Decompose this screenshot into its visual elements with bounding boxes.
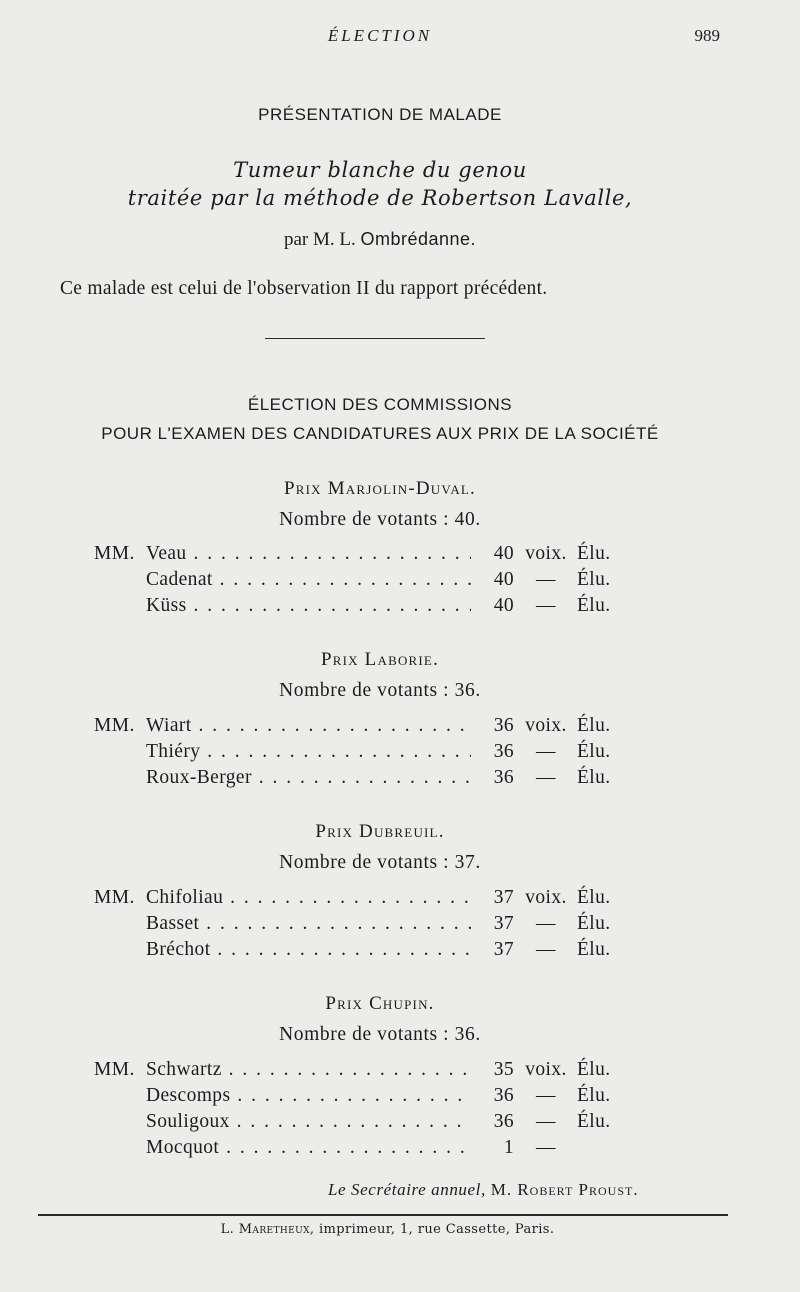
vote-unit: — [536,767,556,788]
member-name: Descomps . . . [146,1085,471,1107]
member-name: Wiart . . . [146,715,471,737]
member-prefix: MM. [94,715,135,736]
running-title: ÉLECTION [327,26,433,45]
vote-unit: — [536,1137,556,1158]
member-row [0,887,800,913]
prize-title: Prix Laborie. [320,649,440,670]
vote-count: 35 [493,1059,514,1080]
byline-prefix: par M. L. [283,229,356,250]
secretary-role: Le Secrétaire annuel, [328,1180,486,1199]
vote-unit: — [536,595,556,616]
running-head [0,26,800,50]
printer-details: imprimeur, 1, rue Cassette, Paris. [318,1222,555,1237]
election-status: Élu. [577,1111,611,1132]
secretary-name: M. Robert Proust. [490,1180,639,1199]
election-status: Élu. [577,595,611,616]
member-row [0,543,800,569]
vote-count: 37 [493,887,514,908]
vote-count: 40 [493,595,514,616]
election-status: Élu. [577,767,611,788]
vote-unit: voix. [525,887,567,908]
election-status: Élu. [577,939,611,960]
member-row [0,569,800,595]
article-title-line2: traitée par la méthode de Robertson Lavalle, [127,186,633,210]
vote-unit: — [536,1111,556,1132]
election-status: Élu. [577,569,611,590]
presentation-paragraph: Ce malade est celui de l'observation II du rapport précédent. [60,278,548,299]
vote-count: 37 [493,913,514,934]
vote-count: 40 [493,569,514,590]
vote-count: 40 [493,543,514,564]
member-name: Küss . . . [146,595,471,617]
member-row [0,741,800,767]
voters-count: Nombre de votants : 37. [279,852,481,873]
vote-unit: — [536,1085,556,1106]
member-row [0,913,800,939]
election-status: Élu. [577,913,611,934]
printer-imprint [0,1222,775,1237]
voters-count: Nombre de votants : 36. [279,1024,481,1045]
footer-rule [38,1214,728,1216]
vote-unit: voix. [525,715,567,736]
member-name: Souligoux . . . [146,1111,471,1133]
member-prefix: MM. [94,887,135,908]
election-status: Élu. [577,543,611,564]
election-subheading: POUR L'EXAMEN DES CANDIDATURES AUX PRIX DE LA SOCIÉTÉ [101,424,659,443]
member-row [0,1111,800,1137]
presentation-heading: PRÉSENTATION DE MALADE [258,105,502,124]
prize-title: Prix Dubreuil. [315,821,445,842]
election-status: Élu. [577,887,611,908]
vote-unit: voix. [525,1059,567,1080]
member-name: Cadenat . . . [146,569,471,591]
member-row [0,1137,800,1163]
printer-name: L. Maretheux, [220,1222,315,1237]
member-name: Bréchot . . . [146,939,471,961]
vote-unit: — [536,741,556,762]
member-name: Chifoliau . . . [146,887,471,909]
election-status: Élu. [577,741,611,762]
election-status: Élu. [577,715,611,736]
vote-unit: — [536,913,556,934]
election-heading: ÉLECTION DES COMMISSIONS [247,395,513,414]
member-row [0,1085,800,1111]
member-name: Veau . . . [146,543,471,565]
member-row [0,715,800,741]
vote-count: 36 [493,715,514,736]
member-row [0,595,800,621]
vote-unit: — [536,569,556,590]
vote-unit: — [536,939,556,960]
member-name: Mocquot . . . [146,1137,471,1159]
section-divider [265,338,485,339]
byline [0,229,760,251]
member-row [0,1059,800,1085]
voters-count: Nombre de votants : 36. [279,680,481,701]
vote-unit: voix. [525,543,567,564]
member-prefix: MM. [94,543,135,564]
member-name: Roux-Berger . . . [146,767,471,789]
member-prefix: MM. [94,1059,135,1080]
article-title-line1: Tumeur blanche du genou [233,158,527,182]
page-number: 989 [694,26,720,45]
vote-count: 36 [493,1085,514,1106]
prize-title: Prix Marjolin-Duval. [284,478,476,499]
vote-count: 36 [493,767,514,788]
vote-count: 37 [493,939,514,960]
election-status: Élu. [577,1059,611,1080]
member-name: Schwartz . . . [146,1059,471,1081]
signature [328,1180,639,1200]
author-name: Ombrédanne. [360,229,477,249]
member-name: Basset . . . [146,913,471,935]
voters-count: Nombre de votants : 40. [279,509,481,530]
vote-count: 36 [493,1111,514,1132]
vote-count: 1 [503,1137,514,1158]
vote-count: 36 [493,741,514,762]
member-row [0,767,800,793]
election-status: Élu. [577,1085,611,1106]
prize-title: Prix Chupin. [325,993,435,1014]
member-name: Thiéry . . . [146,741,471,763]
member-row [0,939,800,965]
